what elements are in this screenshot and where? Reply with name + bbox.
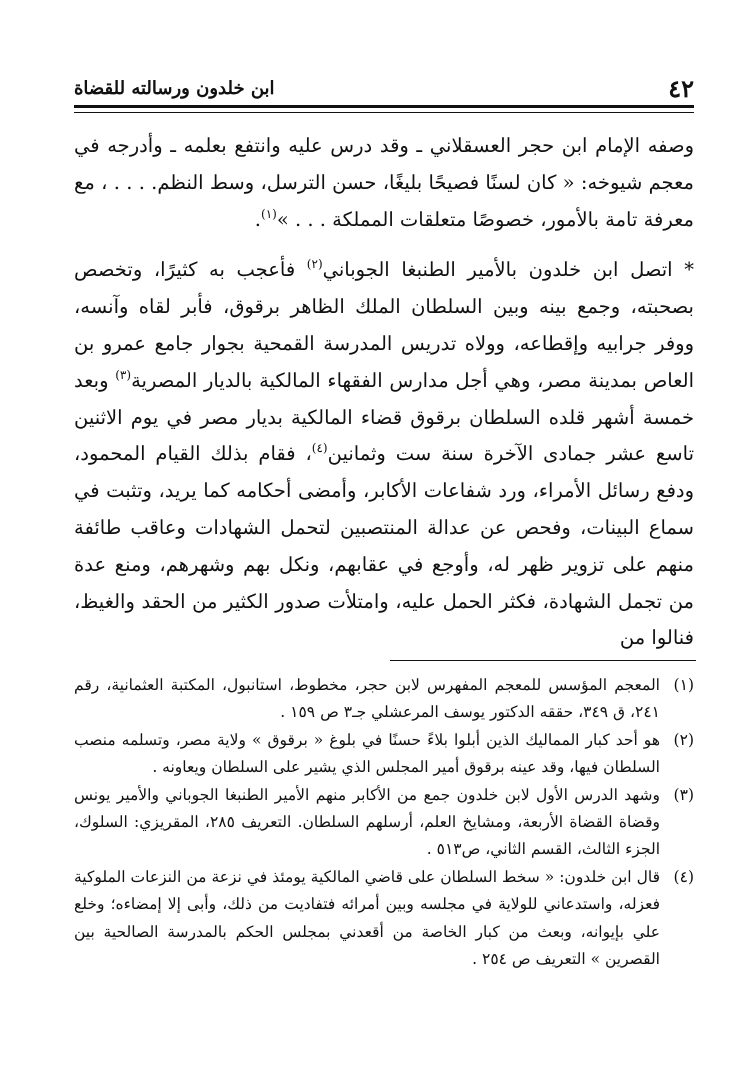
paragraph-1: وصفه الإمام ابن حجر العسقلاني ـ وقد درس عليه وانتفع بعلمه ـ وأدرجه في معجم شيوخه: « كان لسنًا فصيحًا بليغًا، حسن الترسل، وسط النظم. . . . ، مع معرفة تامة بالأمور، خصوصًا متعلقات المملكة . . . »$^{(١)}$. [74,134,694,231]
main-text [74,128,694,657]
footnote [74,672,694,727]
footnote-text: وشهد الدرس الأول لابن خلدون جمع من الأكابر منهم الأمير الطنبغا الجوباني والأمير يونس وقضاة القضاة الأربعة، ومشايخ العلم، أرسلهم السلطان. التعريف ٢٨٥، المقريزي: السلوك، الجزء الثالث، القسم الثاني، ص٥١٣ . [74,785,660,859]
paragraph-2: * اتصل ابن خلدون بالأمير الطنبغا الجوباني$^{(٢)}$ فأعجب به كثيرًا، وتخصص بصحبته، وجمع بينه وبين السلطان الملك الظاهر برقوق، فأبر لقاه وآنسه، ووفر جرابيه وإقطاعه، وولاه تدريس المدرسة القمحية بجوار جامع عمرو بن العاص بمدينة مصر، وهي أجل مدارس الفقهاء المالكية بالديار المصرية$^{(٣)}$ وبعد خمسة أشهر قلده السلطان برقوق قضاء المالكية بديار مصر في يوم الاثنين تاسع عشر جمادى الآخرة سنة ست وثمانين$^{(٤)}$، فقام بذلك القيام المحمود، ودفع رسائل الأمراء، ورد شفاعات الأكابر، وأمضى أحكامه كما يريد، وتثبت في سماع البينات، وفحص عن عدالة المنتصبين لتحمل الشهادات وعاقب طائفة منهم على تزوير ظهر له، وأوجع في عقابهم، ونكل بهم وشهرهم، ومنع عدة من تجمل الشهادة، فكثر الحمل عليه، وامتلأت صدور الكثير من الحقد والغيظ، فنالوا من [74,257,695,650]
header-rule-thin [74,112,694,113]
footnote-number: (٢) [673,730,694,749]
footnote-ref-4: (٤) [311,441,328,456]
footnote-ref-2: (٢) [306,257,323,272]
footnote [74,727,694,782]
footnote-text: هو أحد كبار المماليك الذين أبلوا بلاءً حسنًا في بلوغ « برقوق » ولاية مصر، وتسلمه منصب السلطان فيها، وقد عينه برقوق أمير المجلس الذي يشير على السلطان ويعاونه . [74,730,660,777]
page-header [74,74,694,108]
footnote-text: المعجم المؤسس للمعجم المفهرس لابن حجر، مخطوط، استانبول، المكتبة العثمانية، رقم ٢٤١، ق ٣٤٩، حققه الدكتور يوسف المرعشلي جـ٣ ص ١٥٩ . [74,676,660,722]
footnotes [74,672,694,973]
footnote-ref-3: (٣) [115,367,132,382]
page-number: ٤٢ [668,74,694,103]
header-rule [74,105,694,108]
footnote-number: (٤) [673,867,694,886]
footnote [74,864,694,974]
running-title: ابن خلدون ورسالته للقضاة [74,78,275,99]
footnote-text: قال ابن خلدون: « سخط السلطان على قاضي المالكية يومئذ في نزعة من النزعات الملوكية فعزله، واستدعاني للولاية في مجلسه وبين أمرائه فتفاديت من ذلك، وأبى إلا إمضاءه؛ وخلع علي بإيوانه، وبعث من كبار الخاصة من أقعدني بمجلس الحكم بالمدرسة الصالحية بين القصرين » التعريف ص ٢٥٤ . [74,867,660,969]
footnote-number: (١) [673,676,694,694]
footnote-ref-1: (١) [261,206,277,221]
footnote [74,782,694,864]
footnote-separator [390,660,696,661]
footnote-number: (٣) [673,785,694,804]
